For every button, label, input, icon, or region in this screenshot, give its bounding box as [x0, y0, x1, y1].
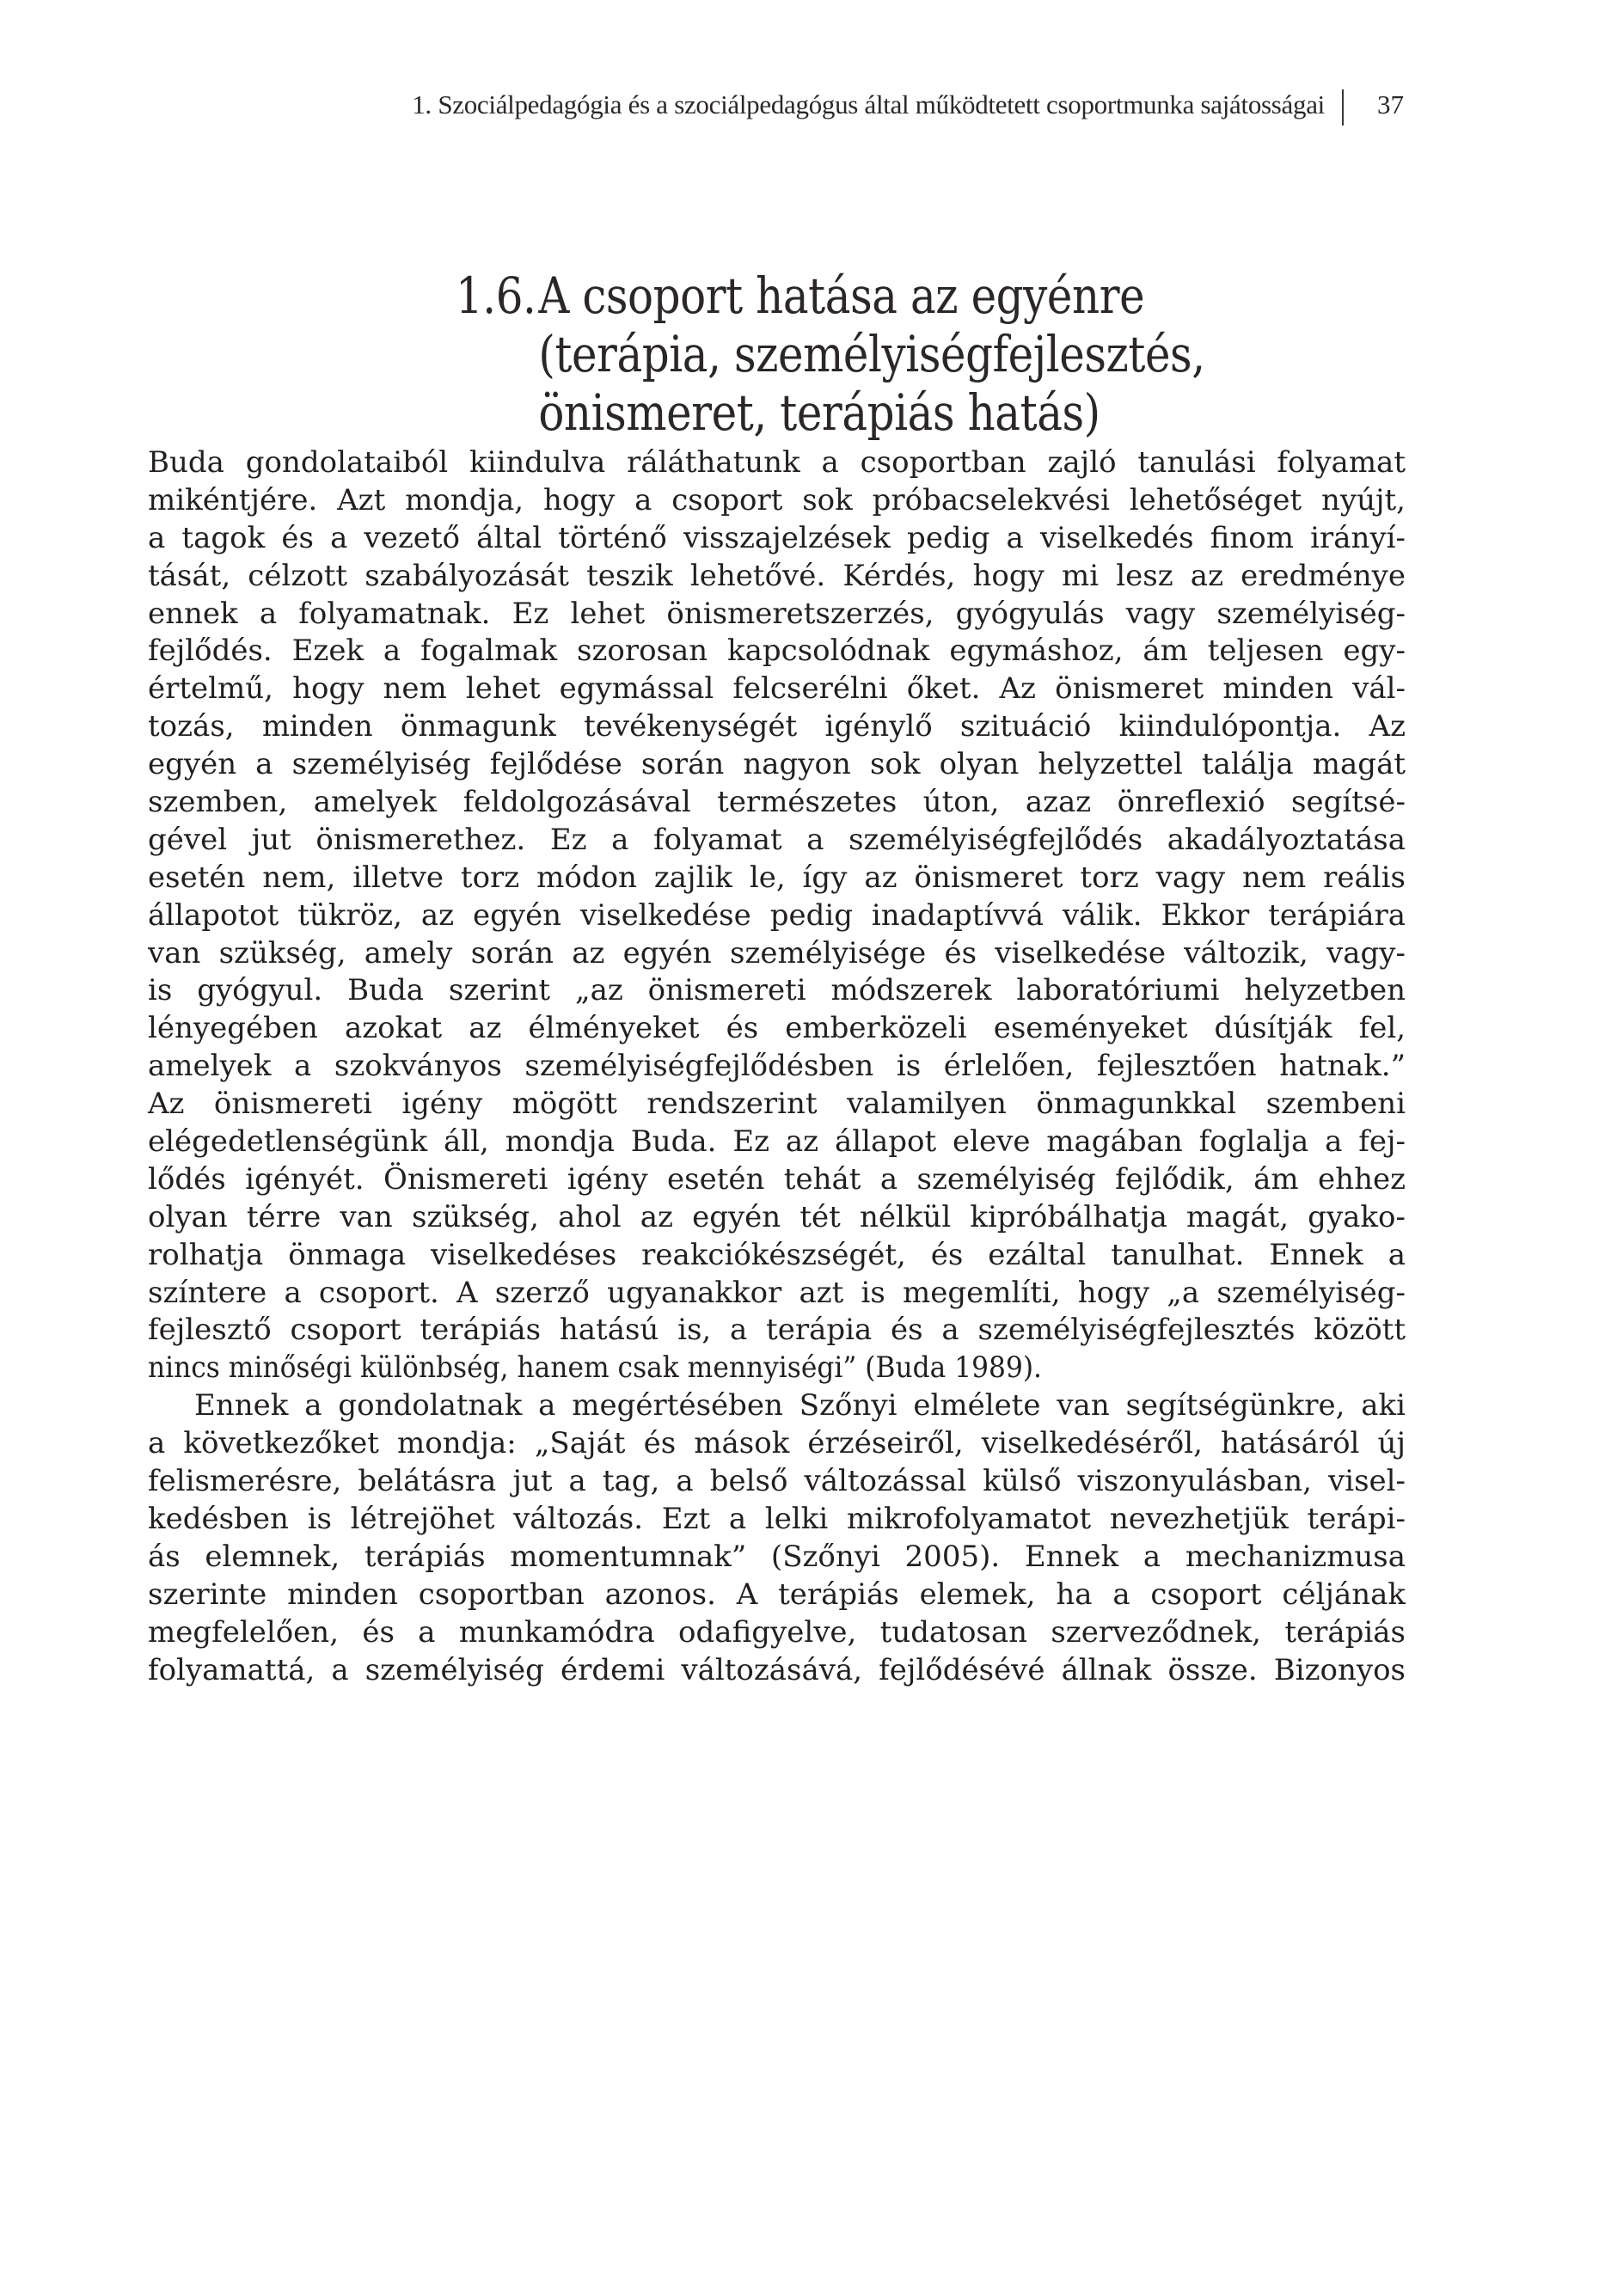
section-title-line: A csoport hatása az egyénre — [538, 266, 1145, 326]
text-line-content: olyan térre van szükség, ahol az egyén tét nélkül kipróbálhatja magát, gyako- — [148, 1199, 1406, 1234]
text-line — [148, 1350, 1406, 1387]
text-line — [148, 1463, 1406, 1501]
text-line — [148, 935, 1406, 973]
text-line-content: egyén a személyiség fejlődése során nagyon sok olyan helyzettel találja magát — [148, 747, 1406, 782]
text-line — [148, 784, 1406, 822]
text-line — [148, 1312, 1406, 1350]
page-number: 37 — [1377, 89, 1404, 119]
body-text — [148, 444, 1406, 1689]
text-line-content: esetén nem, illetve torz módon zajlik le, így az önismeret torz vagy nem reális — [148, 860, 1406, 895]
text-line-content: értelmű, hogy nem lehet egymással felcserélni őket. Az önismeret minden vál- — [148, 671, 1406, 707]
section-heading-line — [456, 266, 1205, 325]
text-line-content: felismerésre, belátásra jut a tag, a belső változással külső viszonyulásban, visel- — [148, 1464, 1406, 1499]
text-line-content: elégedetlenségünk áll, mondja Buda. Ez az állapot eleve magában foglalja a fej- — [148, 1124, 1406, 1160]
text-line — [148, 746, 1406, 784]
text-line-content: amelyek a szokványos személyiségfejlődésben is érlelően, fejlesztően hatnak.” — [148, 1049, 1406, 1084]
text-line-content: van szükség, amely során az egyén személyisége és viselkedése változik, vagy- — [148, 935, 1406, 970]
text-line — [148, 1199, 1406, 1237]
text-line — [148, 822, 1406, 860]
text-line-content: kedésben is létrejöhet változás. Ezt a lelki mikrofolyamatot nevezhetjük terápi- — [148, 1501, 1406, 1536]
text-line — [148, 897, 1406, 935]
text-line-content: színtere a csoport. A szerző ugyanakkor azt is megemlíti, hogy „a személyiség- — [148, 1275, 1406, 1310]
text-line-content: a következőket mondja: „Saját és mások érzéseiről, viselkedéséről, hatásáról új — [148, 1426, 1406, 1461]
text-line-content: lődés igényét. Önismereti igény esetén tehát a személyiség fejlődik, ám ehhez — [148, 1161, 1406, 1197]
text-line-content: tását, célzott szabályozását teszik lehetővé. Kérdés, hogy mi lesz az eredménye — [148, 558, 1406, 593]
text-line-content: Az önismereti igény mögött rendszerint valamilyen önmagunkkal szembeni — [148, 1087, 1406, 1122]
text-line — [148, 1577, 1406, 1614]
running-header — [0, 86, 1605, 124]
text-line — [148, 670, 1406, 708]
header-separator — [1342, 89, 1344, 126]
text-line — [148, 1539, 1406, 1577]
text-line-content: ás elemnek, terápiás momentumnak” (Szőnyi 2005). Ennek a mechanizmusa — [148, 1539, 1406, 1574]
text-line — [148, 1652, 1406, 1690]
text-line — [148, 1275, 1406, 1313]
text-line — [148, 1387, 1406, 1425]
text-line — [148, 520, 1406, 558]
text-line — [148, 1124, 1406, 1161]
text-line — [148, 1501, 1406, 1539]
text-line-content: szemben, amelyek feldolgozásával természetes úton, azaz önreflexió segítsé- — [148, 785, 1406, 820]
section-title-line: (terápia, személyiségfejlesztés, — [538, 325, 1205, 384]
text-line — [148, 1614, 1406, 1652]
text-line — [148, 1048, 1406, 1086]
text-line — [148, 1161, 1406, 1199]
text-line — [148, 596, 1406, 634]
text-line-content: gével jut önismerethez. Ez a folyamat a személyiségfejlődés akadályoztatása — [148, 822, 1406, 857]
text-line — [148, 860, 1406, 897]
text-line-content: lényegében azokat az élményeket és emberközeli eseményeket dúsítják fel, — [148, 1011, 1406, 1046]
text-line — [148, 444, 1406, 482]
text-line — [148, 633, 1406, 670]
text-line — [148, 708, 1406, 746]
paragraph — [148, 444, 1406, 1387]
text-line-content: tozás, minden önmagunk tevékenységét igénylő szituáció kiindulópontja. Az — [148, 709, 1406, 744]
section-title-line: önismeret, terápiás hatás) — [538, 383, 1100, 443]
text-line-content: ennek a folyamatnak. Ez lehet önismeretszerzés, gyógyulás vagy személyiség- — [148, 596, 1406, 631]
text-line-content: fejlődés. Ezek a fogalmak szorosan kapcsolódnak egymáshoz, ám teljesen egy- — [148, 634, 1406, 669]
text-line-content: megfelelően, és a munkamódra odafigyelve, tudatosan szerveződnek, terápiás — [148, 1614, 1406, 1650]
text-line — [148, 1010, 1406, 1048]
text-line-content: folyamattá, a személyiség érdemi változásává, fejlődésévé állnak össze. Bizonyos — [148, 1652, 1406, 1687]
text-line-content: Ennek a gondolatnak a megértésében Szőnyi elmélete van segítségünkre, aki — [194, 1388, 1406, 1424]
text-line — [148, 1425, 1406, 1463]
text-line-content: a tagok és a vezető által történő visszajelzések pedig a viselkedés finom irányí- — [148, 520, 1406, 555]
text-line — [148, 972, 1406, 1010]
section-number: 1.6. — [456, 266, 536, 326]
text-line-content: szerinte minden csoportban azonos. A terápiás elemek, ha a csoport céljának — [148, 1577, 1406, 1612]
text-line-content: rolhatja önmaga viselkedéses reakciókészségét, és ezáltal tanulhat. Ennek a — [148, 1237, 1406, 1272]
text-line-content: is gyógyul. Buda szerint „az önismereti módszerek laboratóriumi helyzetben — [148, 973, 1406, 1008]
text-line — [148, 1086, 1406, 1124]
text-line — [148, 1237, 1406, 1275]
text-line — [148, 482, 1406, 520]
section-heading — [456, 266, 1205, 442]
text-line-content: nincs minőségi különbség, hanem csak mennyiségi” (Buda 1989). — [148, 1350, 1042, 1386]
text-line-content: fejlesztő csoport terápiás hatású is, a terápia és a személyiségfejlesztés között — [148, 1313, 1406, 1348]
text-line — [148, 558, 1406, 596]
running-header-chapter-title: 1. Szociálpedagógia és a szociálpedagógus által működtetett csoportmunka sajátosságai — [412, 89, 1325, 119]
text-line-content: Buda gondolataiból kiindulva ráláthatunk a csoportban zajló tanulási folyamat — [148, 445, 1406, 480]
text-line-content: mikéntjére. Azt mondja, hogy a csoport sok próbacselekvési lehetőséget nyújt, — [148, 482, 1406, 517]
paragraph — [148, 1387, 1406, 1689]
text-line-content: állapotot tükröz, az egyén viselkedése pedig inadaptívvá válik. Ekkor terápiára — [148, 897, 1406, 933]
